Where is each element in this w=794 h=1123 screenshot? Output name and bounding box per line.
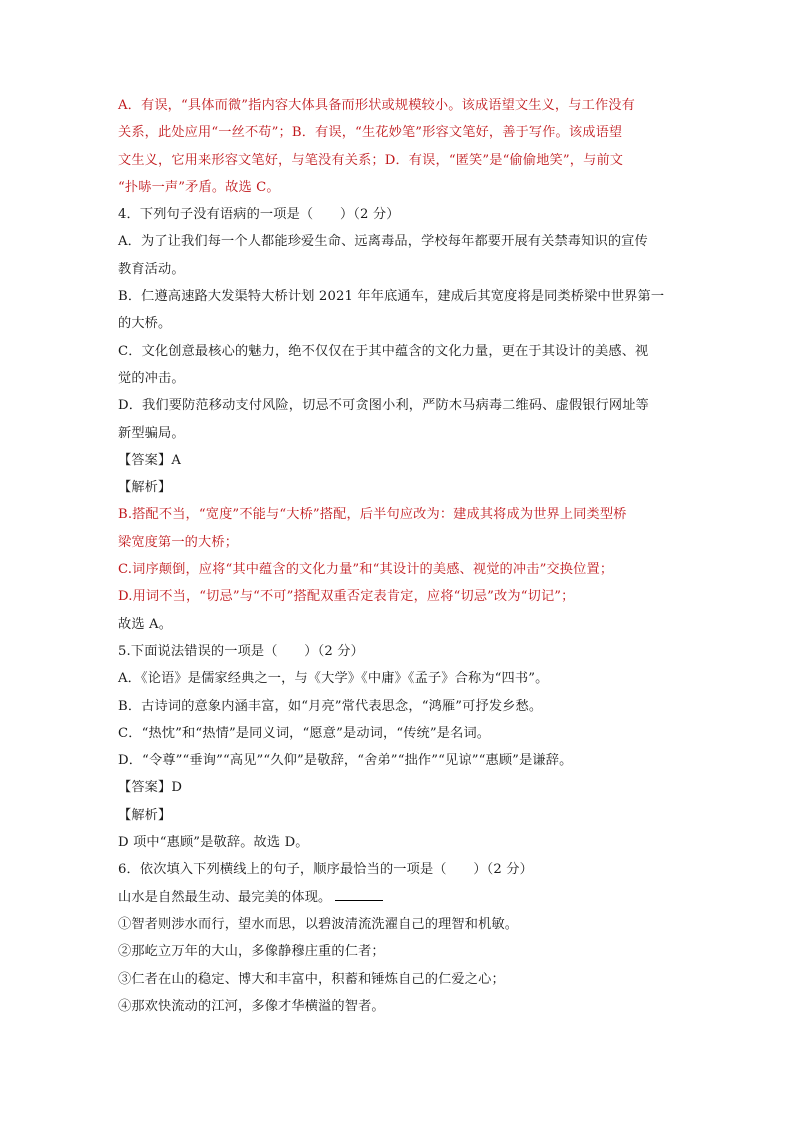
q3-text: 文生义，它用来形容文笔好，与笔没有关系；D．有误， — [118, 152, 449, 168]
fill-in-blank — [335, 888, 383, 901]
q5-option-d: D．“令尊”“垂询”“高见”“久仰”是敬辞，“舍弟”“拙作”“见谅”“惠顾”是谦辞。 — [118, 753, 573, 769]
q3-text: 是 — [489, 152, 503, 168]
q6-item-2: ②那屹立万年的大山，多像静穆庄重的仁者； — [118, 944, 385, 960]
q4-option-c-cont: 觉的冲击。 — [118, 370, 185, 386]
q5-option-a: A．《论语》是儒家经典之一，与《大学》《中庸》《孟子》合称为“四书”。 — [118, 671, 549, 687]
q5-option-b: B．古诗词的意象内涵丰富，如“月亮”常代表思念，“鸿雁”可抒发乡愁。 — [118, 698, 543, 714]
q3-quote: “具体而微” — [181, 98, 249, 113]
q4-option-a-cont: 教育活动。 — [118, 261, 185, 277]
q6-item-4: ④那欢快流动的江河，多像才华横溢的智者。 — [118, 998, 385, 1014]
q3-quote: “偷偷地笑” — [502, 152, 570, 168]
q4-analysis-d: D.用词不当，“切忌”与“不可”搭配双重否定表肯定，应将“切忌”改为“切记”； — [118, 589, 575, 605]
q3-analysis-line-2 — [118, 119, 678, 146]
q6-intro — [118, 884, 678, 911]
q5-analysis: D 项中“惠顾”是敬辞。故选 D。 — [118, 835, 309, 851]
q4-analysis-b-cont: 梁宽度第一的大桥； — [118, 534, 239, 550]
answer-value: D — [171, 780, 183, 796]
q3-text: 矛盾。故选 C。 — [185, 179, 280, 195]
q4-option-c: C．文化创意最核心的魅力，绝不仅仅在于其中蕴含的文化力量，更在于其设计的美感、视 — [118, 343, 649, 359]
q3-analysis-line-4 — [118, 174, 678, 201]
q4-analysis-b: B.搭配不当，“宽度”不能与“大桥”搭配，后半句应改为：建成其将成为世界上同类型桥 — [118, 507, 627, 523]
q3-quote: “匿笑” — [448, 152, 490, 168]
q4-analysis-c: C.词序颠倒，应将“其中蕴含的文化力量”和“其设计的美感、视觉的冲击”交换位置； — [118, 562, 614, 578]
q6-intro-text: 山水是自然最生动、最完美的体现。 — [118, 889, 332, 905]
answer-label: 【答案】 — [118, 452, 172, 468]
q4-option-d-cont: 新型骗局。 — [118, 425, 185, 441]
q6-stem: 6．依次填入下列横线上的句子，顺序最恰当的一项是（ ）（2 分） — [118, 862, 533, 878]
q4-answer — [118, 447, 678, 474]
q3-text: 指内容大体具备而形状或规模较小。该成语望文生义，与工作没有 — [248, 98, 635, 113]
q4-conclusion: 故选 A。 — [118, 616, 173, 632]
answer-value: A — [171, 452, 182, 468]
q3-text: ；B．有误， — [278, 125, 356, 141]
q3-text: A．有误， — [118, 98, 182, 113]
q3-text: 关系，此处应用 — [118, 125, 212, 141]
answer-label: 【答案】 — [118, 780, 172, 796]
q4-option-b: B．仁遵高速路大发渠特大桥计划 2021 年年底通车，建成后其宽度将是同类桥梁中世界第一 — [118, 289, 665, 305]
q3-quote: “扑哧一声” — [118, 179, 186, 195]
q5-analysis-label: 【解析】 — [118, 807, 172, 823]
q3-analysis-line-1 — [118, 92, 678, 119]
q4-option-b-cont: 的大桥。 — [118, 316, 172, 332]
q6-item-1: ①智者则涉水而行，望水而思，以碧波清流洗濯自己的理智和机敏。 — [118, 916, 519, 932]
q4-stem: 4．下列句子没有语病的一项是（ ）（2 分） — [118, 207, 400, 223]
q3-analysis-line-3 — [118, 147, 678, 174]
q5-option-c: C．“热忱”和“热情”是同义词，“愿意”是动词，“传统”是名词。 — [118, 725, 491, 741]
q4-option-a: A．为了让我们每一个人都能珍爱生命、远离毒品，学校每年都要开展有关禁毒知识的宣传 — [118, 234, 648, 250]
q5-answer — [118, 774, 678, 801]
q3-text: 形容文笔好，善于写作。该成语望 — [422, 125, 623, 141]
q6-item-3: ③仁者在山的稳定、博大和丰富中，积蓄和锤炼自己的仁爱之心； — [118, 971, 505, 987]
document-page — [118, 92, 678, 1020]
q3-text: ，与前文 — [569, 152, 624, 168]
q4-analysis-label: 【解析】 — [118, 480, 172, 496]
q4-option-d: D．我们要防范移动支付风险，切忌不可贪图小利，严防木马病毒二维码、虚假银行网址等 — [118, 398, 649, 414]
q3-quote: “生花妙笔” — [355, 125, 423, 141]
q5-stem: 5.下面说法错误的一项是（ ）（2 分） — [118, 643, 364, 659]
q3-quote: “一丝不苟” — [211, 125, 279, 141]
